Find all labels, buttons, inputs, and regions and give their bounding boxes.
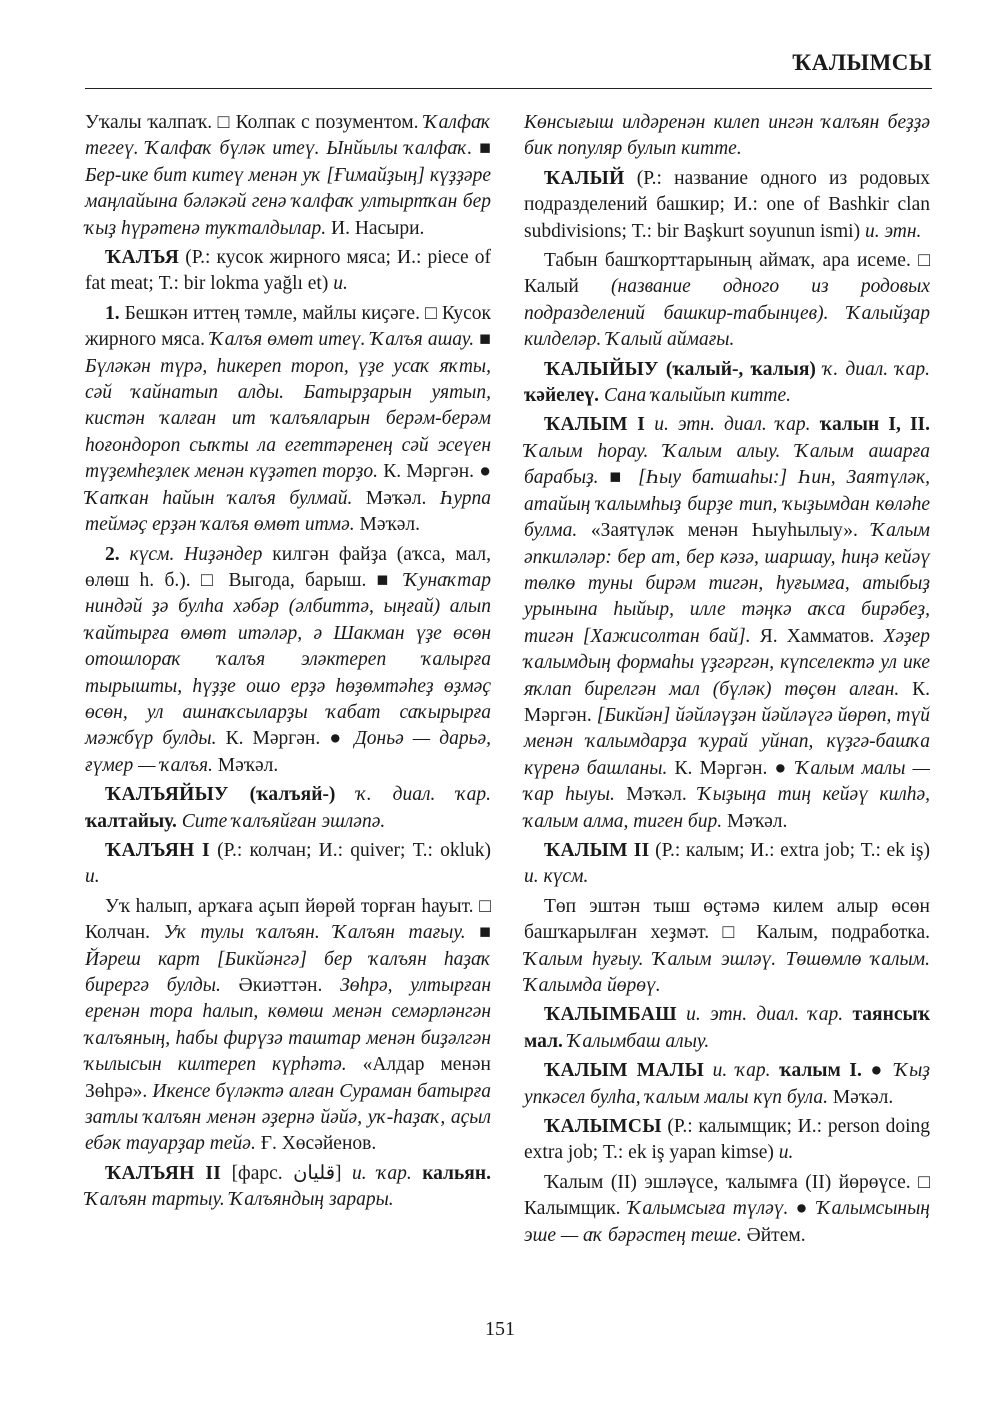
entry-text: Бешкән иттең тәмле, майлы киҫәге. □ Кусок жирного мяса. xyxy=(85,302,491,351)
entry-text: К. Мәргән. ● xyxy=(216,728,355,750)
entry-text: ҡалым I. xyxy=(770,1060,862,1082)
dictionary-entry-kalyyyu xyxy=(524,357,930,410)
entry-text: (ҡалый-, ҡалыя) xyxy=(658,358,824,380)
dictionary-entry-kalyan-2 xyxy=(85,1161,491,1214)
entry-text: Мәҡәл. xyxy=(212,754,279,776)
entry-text: Ҡалым һорау. Ҡалым алыу. Ҡалым ашарға барабыҙ. ■ [Һыу батшаһы:] Һин, Заятүләк, атайың ҡалымһыҙ бирҙе тип, ҡыҙымдан көләһе булма. xyxy=(524,440,930,542)
dictionary-entry-kalym-maly xyxy=(524,1058,930,1111)
entry-text: «Алдар менән Зөһрә». xyxy=(85,1054,491,1102)
dictionary-entry-kalym-2 xyxy=(524,838,930,891)
entry-text: Хәҙер ҡалымдың формаһы үҙгәргән, күпселектә ул ике яҡлап бирелгән мал (бүләк) төҫөн алған. xyxy=(524,625,930,700)
definition-kalyan-1 xyxy=(85,894,491,1158)
dictionary-entry-kaly xyxy=(524,166,930,245)
entry-text: и. xyxy=(778,1142,794,1164)
definition-kaly xyxy=(524,248,930,354)
entry-text: Ҡыҙыңа тиң кейәү килһә, ҡалым алма, тиген бир. xyxy=(524,784,931,832)
entry-text: (Р.: колчан; И.: quiver; Т.: okluk) xyxy=(209,839,491,861)
running-head: ҠАЛЫМСЫ xyxy=(792,50,932,75)
entry-text: (ҡалъяй-) xyxy=(228,784,357,806)
dictionary-entry-continuation xyxy=(524,110,930,163)
entry-text: Уҡ һалып, арҡаға аҫып йөрөй торған һауыт. □ Колчан. xyxy=(85,895,491,944)
dictionary-entry-continuation xyxy=(85,110,491,242)
entry-text: Уҡалы ҡалпаҡ. □ Колпак с позументом. xyxy=(85,112,425,133)
headword: ҠАЛЪЯН I xyxy=(105,839,210,861)
left-column xyxy=(85,110,491,1217)
entry-text: и. xyxy=(85,866,100,888)
dictionary-entry-kalyayyu xyxy=(85,782,491,835)
headword: ҠАЛЫМ II xyxy=(544,839,650,861)
entry-text: Ҡалым әпкиләләр: бер ат, бер кәзә, шаршау, һиңә кейәү төлкө туны бирәм тигән, һуғымға, атыбыҙ урынына һыйыр, илле тәңкә аҡса бирәбеҙ, тигән [Хажисолтан бай]. xyxy=(524,520,930,647)
entry-text: и. этн. диал. ҡар. xyxy=(676,1004,844,1026)
entry-text: ҡалын I, II. xyxy=(810,414,930,436)
entry-text: и. ҡар. xyxy=(704,1060,771,1082)
entry-text: күсм. Ниҙәндер xyxy=(129,543,263,565)
headword: ҠАЛЪЯН II xyxy=(105,1162,222,1184)
entry-text: (Р.: калымщик; И.: person doing extra job; Т.: ek iş yapan kimse) xyxy=(524,1116,930,1164)
entry-text: Ҡунаҡтар ниндәй ҙә булһа хәбәр (әлбиттә, ыңғай) алып ҡайтырға өмөт итәләр, ә Шакман үҙе өсөн отошлораҡ ҡалъя эләктереп ҡалырға тырышты, һүҙҙе ошо ерҙә һөҙөмтәһеҙ өҙмәҫ өсөн, ул ашнаҡсыларҙы ҡабат саҡырырға мәжбүр булды. xyxy=(85,569,491,750)
entry-text: Ҡалфаҡ тегеү. Ҡалфаҡ бүләк итеү. Ынйылы ҡалфаҡ. ■ Бер-ике бит китеү менән уҡ [Ғимайҙың] күҙҙәре маңлайына бәләкәй генә ҡалфаҡ ултыртҡан бер ҡыҙ һүрәтенә туҡталдылар. xyxy=(85,112,491,239)
entry-text: Ҡапҡан һайын ҡалъя булмай. xyxy=(85,487,353,509)
entry-text: (Р.: калым; И.: extra job; Т.: ek iş) xyxy=(649,839,930,861)
entry-text: и. этн. xyxy=(864,220,922,242)
entry-text: Сите ҡалъяйған эшләпә. xyxy=(176,810,386,832)
entry-text: Көнсығыш илдәренән килеп ингән ҡалъян беҙҙә бик популяр булып китте. xyxy=(524,112,930,160)
entry-text: Сана ҡалыйып китте. xyxy=(599,385,792,407)
entry-text: [фарс. قليان] xyxy=(221,1162,352,1184)
entry-text: Мәҡәл. xyxy=(354,514,420,536)
entry-text: К. Мәргән. ● xyxy=(378,461,491,483)
entry-text: Табын башҡорттарының аймаҡ, ара исеме. □ Калый xyxy=(524,250,930,298)
definition-kalya-2 xyxy=(85,542,491,780)
entry-text: Ҡалымсыға түләү. ● Ҡалымсының эше — аҡ бәрәстең теше. xyxy=(524,1198,930,1246)
entry-text: Ҡалым малы — ҡар һыуы. xyxy=(524,757,930,806)
entry-text: Икенсе бүләктә алған Сураман батырға затлы ҡалъян менән әҙернә йәйә, уҡ-һаҙаҡ, аҫыл ебәк тауарҙар тейә. xyxy=(85,1080,491,1155)
dictionary-entry-kalymbash xyxy=(524,1002,930,1055)
entry-text: килгән файҙа (аҡса, мал, өлөш һ. б.). □ Выгода, барыш. ■ xyxy=(85,543,492,591)
entry-text: Мәҡәл. xyxy=(722,810,788,832)
definition-kalymsy xyxy=(524,1170,930,1249)
entry-text: Ҡалъя өмөт итеү. Ҡалъя ашау. ■ Бүләкән түрә, һикереп тороп, үҙе усаҡ яҡты, сәй ҡайнатып алды. Батырҙарын уятып, кистән ҡалған ит ҡалъяларын берәм-берәм һоғондороп сыҡты ла егеттәренең сәй эсеүен түҙемһеҙлек менән күҙәтеп торҙо. xyxy=(85,329,491,483)
entry-text: Әкиәттән. xyxy=(220,975,341,996)
headword: ҠАЛЪЯ xyxy=(105,247,180,269)
entry-text: ҡ. диал. ҡар. xyxy=(356,784,491,806)
entry-text: К. Мәргән. xyxy=(524,678,930,726)
headword: ҠАЛЫМСЫ xyxy=(544,1116,662,1138)
entry-text: «Заятүләк менән Һыуһылыу». xyxy=(577,520,872,542)
entry-text: Ҡыҙ упкәсел булһа, ҡалым малы күп була. xyxy=(524,1060,930,1108)
dictionary-entry-kalyan-1 xyxy=(85,838,491,891)
entry-text: К. Мәргән. ● xyxy=(667,757,796,779)
dictionary-entry-kalym-1 xyxy=(524,412,930,835)
entry-text: Зөһрә, ултырған еренән тора һалып, көмөш менән семәрләнгән ҡалъяның, һабы фирүзә таштар менән биҙәлгән ҡылысын килтереп күрһәтә. xyxy=(85,975,492,1076)
headword: ҠАЛЫМ МАЛЫ xyxy=(544,1060,705,1082)
definition-kalya-1 xyxy=(85,301,491,539)
entry-text: Мәҡәл. xyxy=(827,1086,894,1108)
entry-text: и. күсм. xyxy=(524,866,589,888)
entry-text: Ҡалым (II) эшләүсе, ҡалымға (II) йөрөүсе. □ Калымщик. xyxy=(524,1171,930,1220)
entry-text: Ҡалъян тартыу. Ҡалъяндың зарары. xyxy=(85,1189,394,1211)
entry-text: (название одного из родовых подразделений башкир-табынцев). Ҡалыйҙар килделәр. Ҡалый аймағы. xyxy=(524,276,930,351)
page-number: 151 xyxy=(485,1318,515,1340)
entry-text: таянсыҡ мал. xyxy=(524,1004,931,1052)
right-column xyxy=(524,110,930,1252)
entry-text: Ҡалым һуғыу. Ҡалым эшләү. Төшөмлө ҡалым. Ҡалымда йөрөү. xyxy=(524,948,930,996)
entry-text: Ҡалымбаш алыу. xyxy=(562,1030,710,1052)
entry-text: Ғ. Хөсәйенов. xyxy=(255,1133,377,1155)
entry-text: Я. Хамматов. xyxy=(750,625,884,647)
entry-text: Мәҡәл. xyxy=(614,784,699,806)
entry-text: и. xyxy=(333,273,348,295)
entry-text: ҡалтайыу. xyxy=(85,810,177,832)
entry-text: (Р.: кусок жирного мяса; И.: piece of fat meat; Т.: bir lokma yağlı et) xyxy=(85,247,491,295)
headword: ҠАЛЫЙ xyxy=(544,167,625,189)
entry-text: Әйтем. xyxy=(741,1224,806,1246)
definition-kalym-2 xyxy=(524,894,930,1000)
headword: ҠАЛЫМБАШ xyxy=(544,1004,677,1026)
entry-text: 1. xyxy=(105,302,120,324)
entry-text: Уҡ тулы ҡалъян. Ҡалъян тағыу. ■ Йәреш карт [Бикйәнгә] бер ҡалъян һаҙаҡ бирергә булды. xyxy=(85,922,491,996)
entry-text: Доньә — дарьә, ғүмер — ҡалъя. xyxy=(85,728,491,776)
entry-text: [Бикйән] йәйләүҙән йәйләүгә йөрөп, түй менән ҡалымдарҙа ҡурай уйнап, күҙгә-башҡа күренә башланы. xyxy=(524,704,930,779)
entry-text: кальян. xyxy=(411,1162,491,1184)
entry-text: Һурпа теймәҫ ерҙән ҡалъя өмөт итмә. xyxy=(85,487,491,536)
page-header xyxy=(85,48,932,89)
headword: ҠАЛЪЯЙЫУ xyxy=(105,784,229,806)
entry-text: 2. xyxy=(105,543,130,565)
headword: ҠАЛЫЙЫУ xyxy=(544,358,659,380)
entry-text: (Р.: название одного из родовых подразделений башкир; И.: one of Bashkir clan subdivisions; Т.: bir Başkurt soyunun ismi) xyxy=(524,167,930,242)
entry-text: ҡәйелеү. xyxy=(524,385,600,407)
entry-text: И. Насыри. xyxy=(326,217,425,239)
headword: ҠАЛЫМ I xyxy=(544,414,646,436)
entry-text: ҡ. диал. ҡар. xyxy=(823,358,931,380)
entry-text: и. ҡар. xyxy=(351,1162,412,1184)
entry-text: ● xyxy=(861,1060,895,1082)
entry-text: и. этн. диал. ҡар. xyxy=(645,414,811,436)
entry-text: Төп эштән тыш өҫтәмә килем алыр өсөн башҡарылған хеҙмәт. □ Калым, подработка. xyxy=(524,895,930,944)
dictionary-entry-kalya xyxy=(85,245,491,298)
entry-text: Мәҡәл. xyxy=(352,487,440,509)
dictionary-entry-kalymsy xyxy=(524,1114,930,1167)
